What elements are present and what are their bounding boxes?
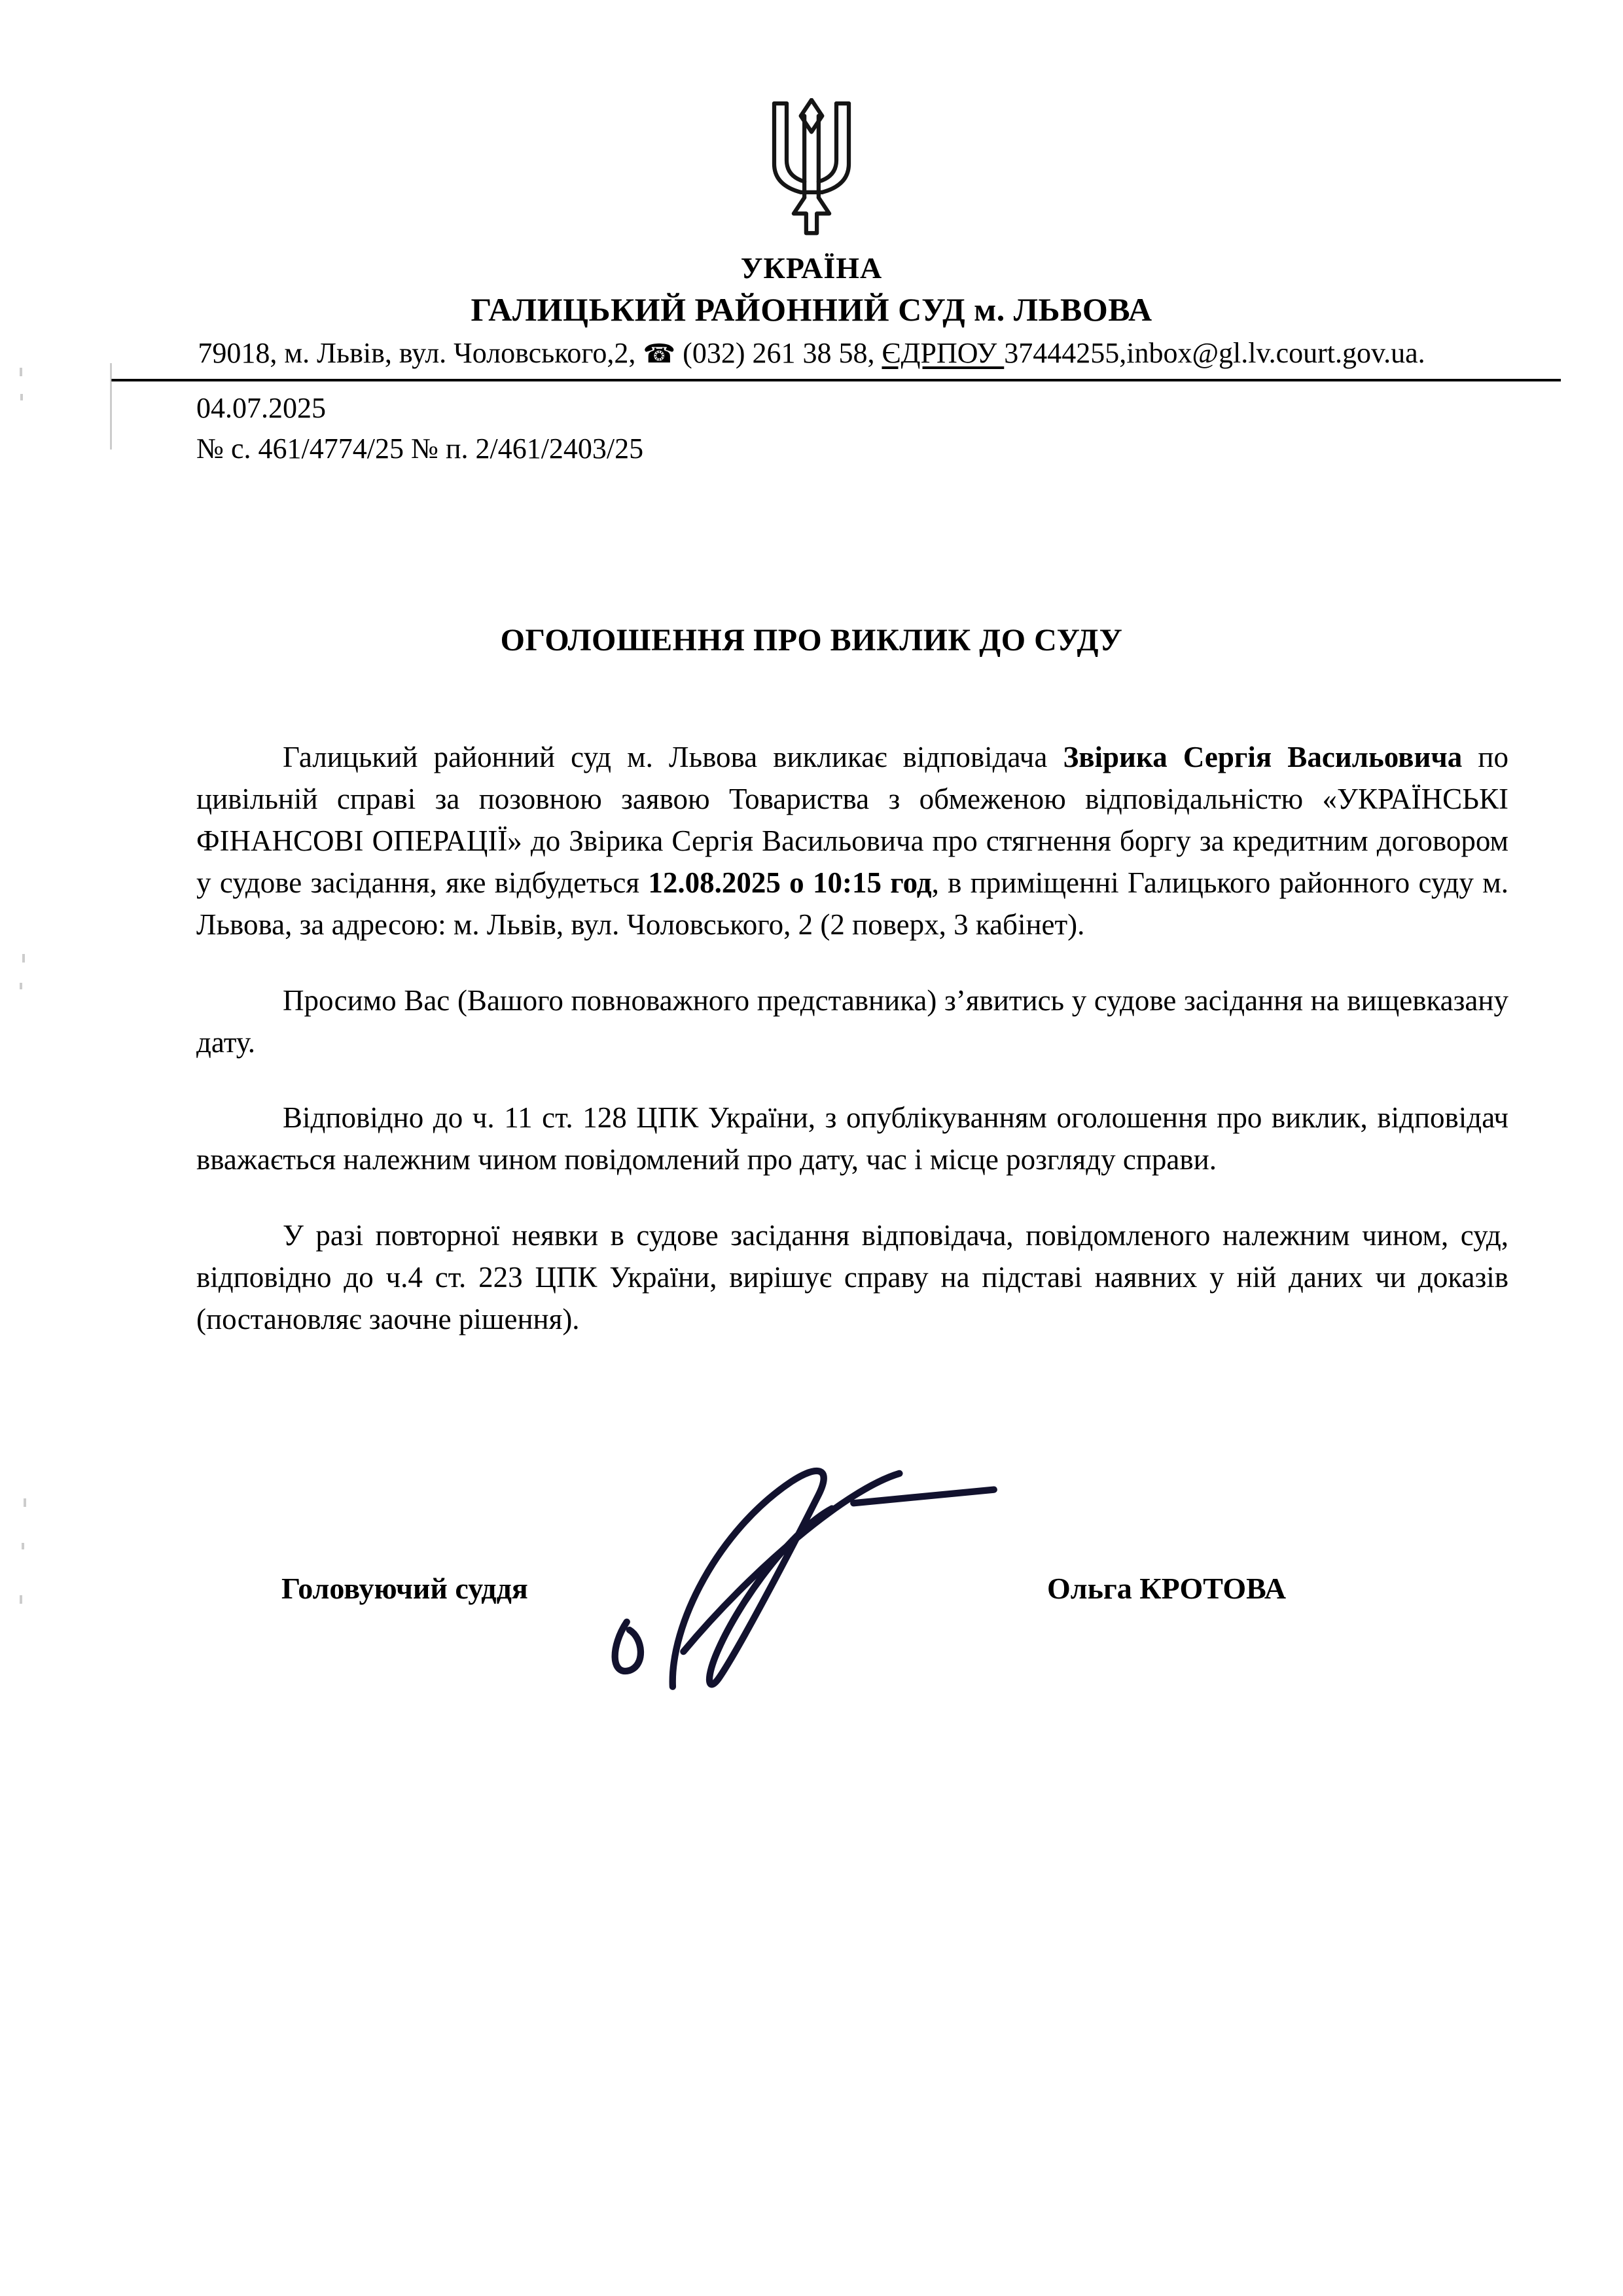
address-text-part1: 79018, м. Львів, вул. Чоловського,2,: [198, 337, 643, 369]
paragraph-legal-notice: Відповідно до ч. 11 ст. 128 ЦПК України, з опублікуванням оголошення про виклик, відповідач вважається належним чином повідомлений про дату, час і місце розгляду справи.: [196, 1101, 1508, 1176]
court-address-line: [0, 336, 1623, 370]
defendant-name-bold: Звірика Сергія Васильовича: [1063, 741, 1463, 774]
country-name: УКРАЇНА: [740, 251, 883, 285]
phone-number: (032) 261 38 58,: [675, 337, 882, 369]
document-date: 04.07.2025: [196, 392, 326, 424]
document-meta: [196, 388, 1623, 468]
scan-artifact: [20, 368, 22, 376]
document-body: [196, 737, 1508, 1341]
scan-artifact: [22, 954, 25, 963]
judge-role-label: Головуючий суддя: [281, 1571, 528, 1605]
court-name: ГАЛИЦЬКИЙ РАЙОННИЙ СУД м. ЛЬВОВА: [471, 291, 1152, 328]
judge-name: Ольга КРОТОВА: [1047, 1571, 1287, 1605]
scan-artifact: [110, 363, 112, 450]
header-rule: [111, 379, 1561, 381]
paragraph-summons: [196, 737, 1508, 945]
scan-artifact: [20, 394, 23, 400]
edrpou-number-and-email: 37444255,inbox@gl.lv.court.gov.ua.: [1004, 337, 1425, 369]
document-title: ОГОЛОШЕННЯ ПРО ВИКЛИК ДО СУДУ: [500, 623, 1123, 658]
scan-artifact: [20, 983, 22, 989]
paragraph-consequences: У разі повторної неявки в судове засідання відповідача, повідомленого належним чином, суд, відповідно до ч.4 ст. 223 ЦПК України, вирішує справу на підставі наявних у ній даних чи доказів (постановляє заочне рішення).: [196, 1219, 1508, 1335]
judge-signature: [589, 1447, 1021, 1722]
case-numbers: № с. 461/4774/25 № п. 2/461/2403/25: [196, 432, 644, 465]
paragraph-request: Просимо Вас (Вашого повноважного представника) з’явитись у судове засідання на вищевказану дату.: [196, 983, 1508, 1059]
phone-icon: ☎: [643, 339, 676, 369]
signature-block: [0, 1375, 1623, 1833]
ukraine-trident-emblem: [0, 0, 1623, 251]
paragraph-text: по цивільній справі за позовною заявою Товариства з обмеженою відповідальністю «УКРАЇНСЬКІ ФІНАНСОВІ ОПЕРАЦІЇ» до Звірика Сергія Васильовича про стягнення боргу за кредитним договором у судове засідання, яке відбудеться: [196, 741, 1508, 899]
hearing-datetime-bold: 12.08.2025 о 10:15 год: [648, 866, 932, 899]
paragraph-text: Галицький районний суд м. Львова викликає відповідача: [283, 741, 1063, 774]
paragraph-text: , в приміщенні Галицького районного суду м. Львова, за адресою: м. Львів, вул. Чоловського, 2 (2 поверх, 3 кабінет).: [196, 866, 1508, 941]
edrpou-label: ЄДРПОУ: [882, 337, 1005, 369]
